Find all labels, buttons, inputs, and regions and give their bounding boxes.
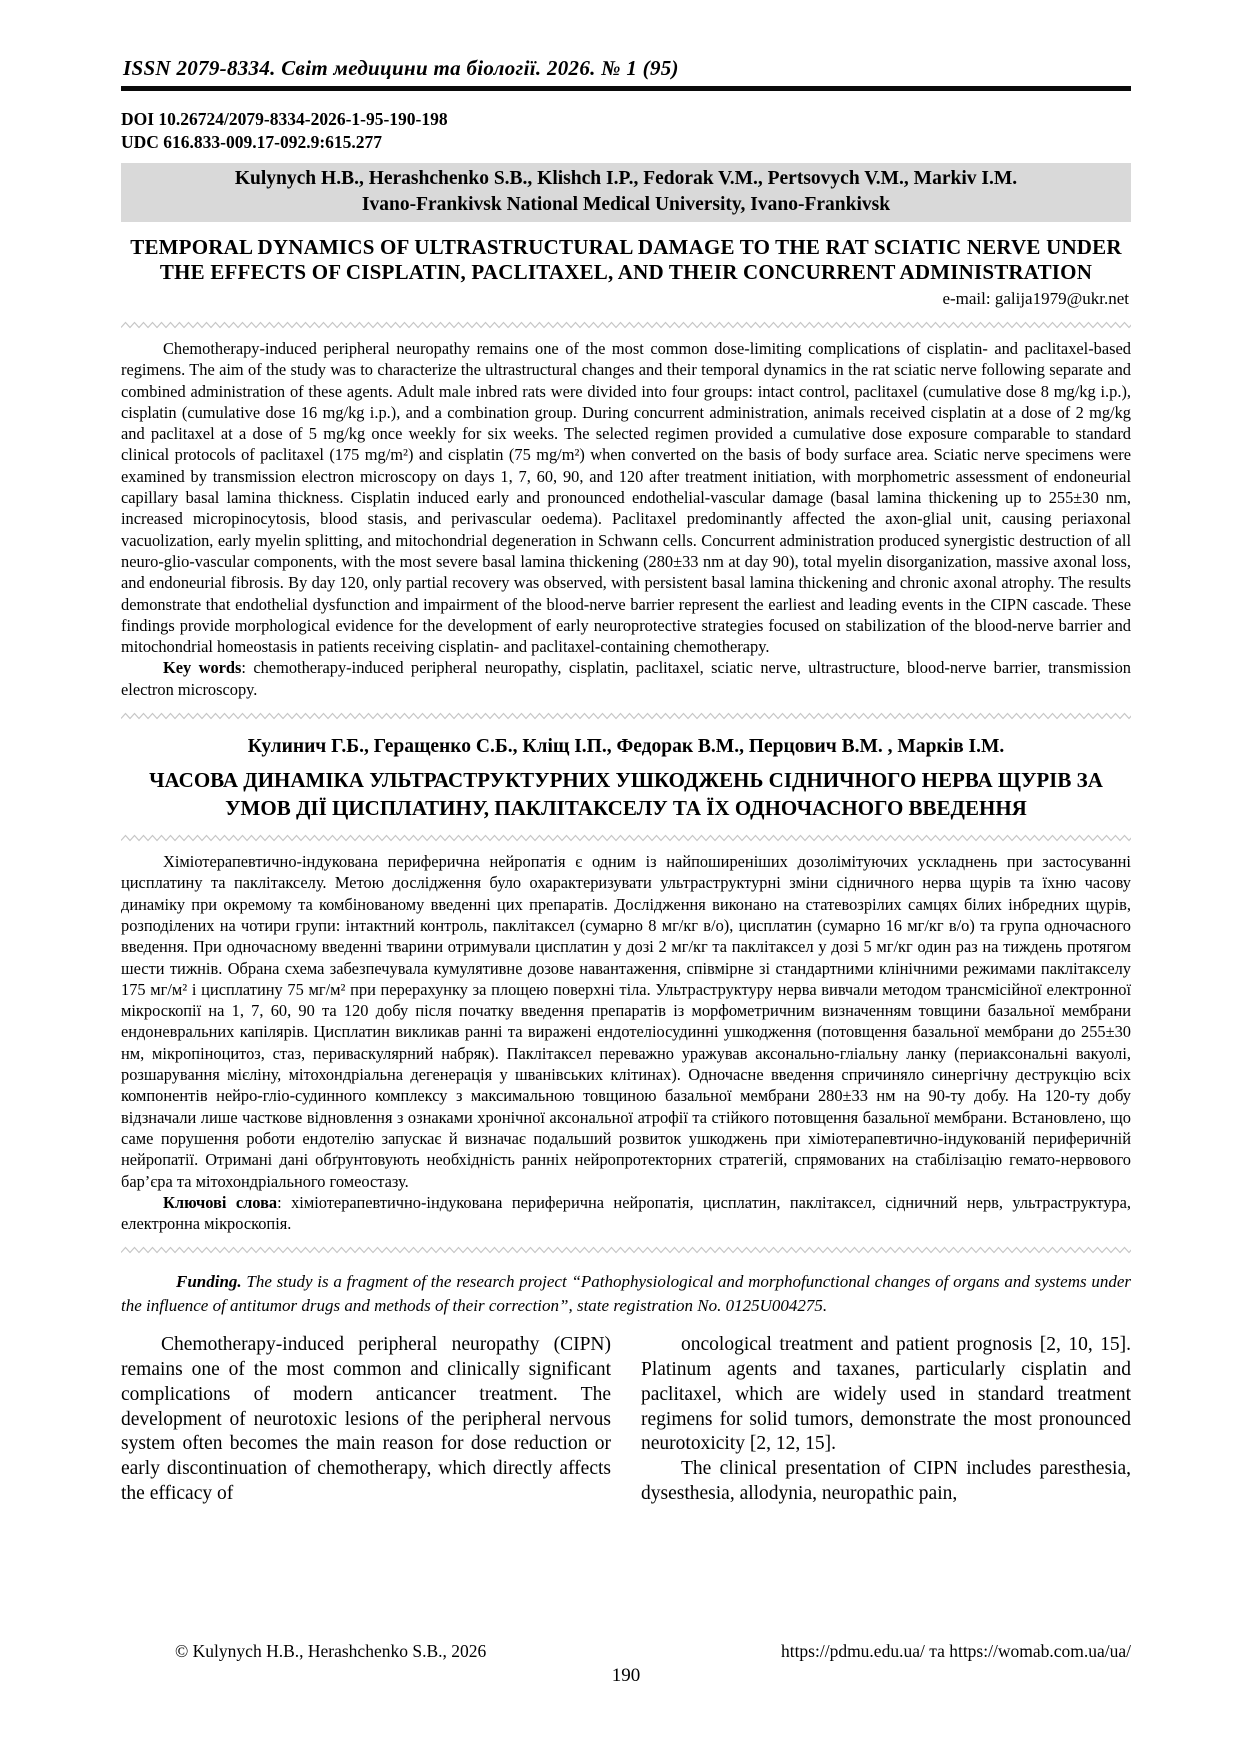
authors-ua: Кулинич Г.Б., Геращенко С.Б., Кліщ І.П., Федорак В.М., Перцович В.М. , Марків І.М. bbox=[247, 736, 1005, 758]
keywords-ua bbox=[121, 1192, 1131, 1235]
zigzag-divider bbox=[121, 1246, 1131, 1254]
abstract-ua-section bbox=[121, 851, 1131, 1234]
keywords-en-text: : chemotherapy-induced peripheral neuropathy, cisplatin, paclitaxel, sciatic nerve, ultrastructure, blood-nerve barrier, transmission electron microscopy. bbox=[121, 658, 1131, 699]
body-paragraph: oncological treatment and patient prognosis [2, 10, 15]. Platinum agents and taxanes, particularly cisplatin and paclitaxel, which are widely used in standard treatment regimens for solid tumors, demonstrate the most pronounced neurotoxicity [2, 12, 15]. bbox=[641, 1334, 1131, 1455]
zigzag-divider bbox=[121, 712, 1131, 720]
udc-line: UDC 616.833-009.17-092.9:615.277 bbox=[121, 132, 383, 152]
keywords-ua-text: : хіміотерапевтично-індукована периферична нейропатія, цисплатин, паклітаксел, сідничний нерв, ультраструктура, електронна мікроскопія. bbox=[121, 1192, 1131, 1234]
keywords-en bbox=[121, 657, 1131, 700]
footer-copyright: © Kulynych H.B., Herashchenko S.B., 2026 bbox=[175, 1641, 487, 1661]
zigzag-divider bbox=[121, 321, 1131, 329]
affiliation-en: Ivano-Frankivsk National Medical University, Ivano-Frankivsk bbox=[361, 194, 891, 215]
doi-line: DOI 10.26724/2079-8334-2026-1-95-190-198 bbox=[121, 109, 448, 129]
footer-row bbox=[121, 1641, 1131, 1662]
abstract-en-section bbox=[121, 338, 1131, 700]
body-column-left bbox=[121, 1333, 611, 1506]
article-title-ua: ЧАСОВА ДИНАМІКА УЛЬТРАСТРУКТУРНИХ УШКОДЖЕНЬ СІДНИЧНОГО НЕРВА ЩУРІВ ЗА УМОВ ДІЇ ЦИСПЛАТИНУ, ПАКЛІТАКСЕЛУ ТА ЇХ ОДНОЧАСНОГО ВВЕДЕННЯ bbox=[149, 768, 1103, 820]
page-number: 190 bbox=[611, 1665, 641, 1686]
body-column-right bbox=[641, 1333, 1131, 1506]
meta-block bbox=[121, 108, 1131, 154]
email-line: e-mail: galija1979@ukr.net bbox=[942, 289, 1129, 308]
article-title-en: TEMPORAL DYNAMICS OF ULTRASTRUCTURAL DAMAGE TO THE RAT SCIATIC NERVE UNDER THE EFFECTS OF CISPLATIN, PACLITAXEL, AND THEIR CONCURRENT ADMINISTRATION bbox=[130, 235, 1122, 284]
funding-text: The study is a fragment of the research project “Pathophysiological and morphofunctional changes of organs and systems under the influence of antitumor drugs and methods of their correction”, state registration No. 0125U004275. bbox=[121, 1272, 1131, 1315]
keywords-en-label: Key words bbox=[163, 658, 242, 678]
issn-header: ISSN 2079-8334. Світ медицини та біології. 2026. № 1 (95) bbox=[123, 56, 679, 80]
body-paragraph: The clinical presentation of CIPN includes paresthesia, dysesthesia, allodynia, neuropathic pain, bbox=[641, 1457, 1131, 1504]
funding-note bbox=[121, 1270, 1131, 1317]
footer-urls: https://pdmu.edu.ua/ та https://womab.com.ua/ua/ bbox=[780, 1641, 1131, 1661]
zigzag-divider bbox=[121, 834, 1131, 842]
authors-box bbox=[121, 163, 1131, 222]
keywords-ua-label: Ключові слова bbox=[163, 1192, 278, 1212]
funding-paragraph bbox=[121, 1270, 1131, 1317]
body-paragraph: Chemotherapy-induced peripheral neuropathy (CIPN) remains one of the most common and clinically significant complications of modern anticancer treatment. The development of neurotoxic lesions of the peripheral nervous system often becomes the main reason for dose reduction or early discontinuation of chemotherapy, which directly affects the efficacy of bbox=[121, 1334, 611, 1504]
header-rule bbox=[121, 86, 1131, 91]
abstract-en: Chemotherapy-induced peripheral neuropathy remains one of the most common dose-limiting complications of cisplatin- and paclitaxel-based regimens. The aim of the study was to characterize the ultrastructural changes and their temporal dynamics in the rat sciatic nerve following separate and combined administration of these agents. Adult male inbred rats were divided into four groups: intact control, paclitaxel (cumulative dose 8 mg/kg i.p.), cisplatin (cumulative dose 16 mg/kg i.p.), and a combination group. During concurrent administration, animals received cisplatin at a dose of 2 mg/kg and paclitaxel at a dose of 5 mg/kg once weekly for six weeks. The selected regimen provided a cumulative dose exposure comparable to standard clinical protocols of paclitaxel (175 mg/m²) and cisplatin (75 mg/m²) when converted on the basis of body surface area. Sciatic nerve specimens were examined by transmission electron microscopy on days 1, 7, 60, 90, and 120 after treatment initiation, with morphometric assessment of endoneurial capillary basal lamina thickness. Cisplatin induced early and pronounced endothelial-vascular damage (basal lamina thickening up to 255±30 nm, increased micropinocytosis, blood stasis, and perivascular oedema). Paclitaxel predominantly affected the axon-glial unit, causing periaxonal vacuolization, early myelin splitting, and mitochondrial degeneration in Schwann cells. Concurrent administration produced synergistic destruction of all neuro-glio-vascular components, with the most severe basal lamina thickening (280±33 nm at day 90), total myelin disorganization, massive axonal loss, and endoneurial fibrosis. By day 120, only partial recovery was observed, with persistent basal lamina thickening and chronic axonal atrophy. The results demonstrate that endothelial dysfunction and impairment of the blood-nerve barrier represent the earliest and leading events in the CIPN cascade. These findings provide morphological evidence for the development of early neuroprotective strategies focused on stabilization of the blood-nerve barrier and mitochondrial homeostasis in patients receiving cisplatin- and paclitaxel-containing chemotherapy. bbox=[121, 339, 1131, 657]
authors-en: Kulynych H.B., Herashchenko S.B., Klishch I.P., Fedorak V.M., Pertsovych V.M., Markiv I.M. bbox=[234, 168, 1018, 189]
abstract-ua: Хіміотерапевтично-індукована периферична нейропатія є одним із найпоширеніших дозолімітуючих ускладнень при застосуванні цисплатину та паклітакселу. Метою дослідження було охарактеризувати ультраструктурні зміни сідничного нерва щурів та їхню часову динаміку при окремому та комбінованому введенні цих препаратів. Дослідження виконано на статевозрілих самцях білих інбредних щурів, розподілених на чотири групи: інтактний контроль, паклітаксел (сумарно 8 мг/кг в/о), цисплатин (сумарно 16 мг/кг в/о) та група одночасного введення. При одночасному введенні тварини отримували цисплатин у дозі 2 мг/кг та паклітаксел у дозі 5 мг/кг один раз на тиждень протягом шести тижнів. Обрана схема забезпечувала кумулятивне дозове навантаження, співмірне зі стандартними клінічними режимами паклітакселу 175 мг/м² і цисплатину 75 мг/м² при перерахунку за площею поверхні тіла. Ультраструктуру нерва вивчали методом трансмісійної електронної мікроскопії на 1, 7, 60, 90 та 120 добу після початку введення препаратів із морфометричним визначенням товщини базальної мембрани ендоневральних капілярів. Цисплатин викликав ранні та виражені ендотеліосудинні ушкодження (потовщення базальної мембрани до 255±30 нм, мікропіноцитоз, стаз, периваскулярний набряк). Паклітаксел переважно уражував аксонально-гліальну ланку (периаксональні вакуолі, розшарування мієліну, мітохондріальна дегенерація у шванівських клітинах). Одночасне введення спричиняло синергічну деструкцію всіх компонентів нейро-гліо-судинного комплексу з максимальною товщиною базальної мембрани 280±33 нм на 90-ту добу. На 120-ту добу відзначали лише часткове відновлення з ознаками хронічної аксональної атрофії та стійкого потовщення базальної мембрани. Встановлено, що саме порушення роботи ендотелію запускає й визначає подальший розвиток ушкоджень при хіміотерапевтично-індукованій периферичній нейропатії. Отримані дані обґрунтовують необхідність ранніх нейропротекторних стратегій, спрямованих на стабілізацію гемато-нервового бар’єра та мітохондріального гомеостазу. bbox=[121, 852, 1131, 1191]
journal-page bbox=[121, 0, 1131, 1506]
funding-label: Funding. bbox=[176, 1272, 242, 1292]
body-columns bbox=[121, 1333, 1131, 1506]
page-footer bbox=[121, 1641, 1131, 1687]
